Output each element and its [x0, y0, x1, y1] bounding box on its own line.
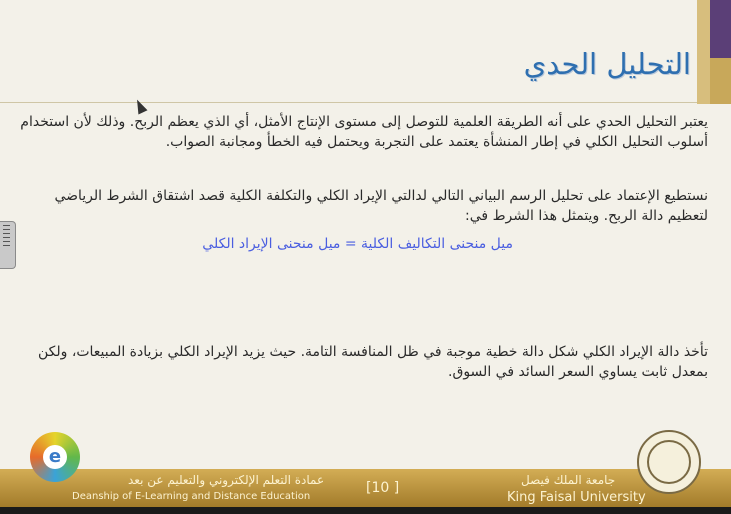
e-learning-logo-icon: e	[30, 432, 80, 482]
footer-university-arabic: جامعة الملك فيصل	[521, 473, 616, 487]
university-seal-icon	[637, 430, 701, 494]
footer-university-english: King Faisal University	[507, 490, 646, 505]
footer-deanship-english: Deanship of E-Learning and Distance Education	[72, 491, 311, 502]
slide-title: التحليل الحدي	[523, 47, 691, 81]
window-bottom-edge	[0, 507, 731, 514]
paragraph-1: يعتبر التحليل الحدي على أنه الطريقة العلمية للتوصل إلى مستوى الإنتاج الأمثل، أي الذي يعظم الربح. وذلك لأن استخدام أسلوب التحليل الكلي في إطار المنشأة يعتمد على التجربة ويحتمل فيه الخطأ ومجانبة الصواب.	[20, 114, 708, 150]
title-divider	[0, 102, 697, 103]
decor-purple-bar	[710, 0, 731, 58]
formula-text: ميل منحنى التكاليف الكلية = ميل منحنى الإيراد الكلي	[202, 236, 513, 252]
side-panel-handle-icon[interactable]	[0, 221, 16, 269]
footer-deanship-arabic: عمادة التعلم الإلكتروني والتعليم عن بعد	[128, 473, 325, 487]
decor-gold-bar	[697, 0, 710, 104]
slide-footer	[0, 469, 731, 507]
page-number: [10 ]	[366, 480, 400, 496]
paragraph-2: نستطيع الإعتماد على تحليل الرسم البياني التالي لدالتي الإيراد الكلي والتكلفة الكلية قصد اشتقاق الشرط الرياضي لتعظيم دالة الربح. ويتمثل هذا الشرط في:	[54, 188, 708, 224]
decor-gold-bar-lower	[710, 58, 731, 104]
paragraph-3: تأخذ دالة الإيراد الكلي شكل دالة خطية موجبة في ظل المنافسة التامة. حيث يزيد الإيراد الكلي بزيادة المبيعات، ولكن بمعدل ثابت يساوي السعر السائد في السوق.	[37, 344, 708, 380]
